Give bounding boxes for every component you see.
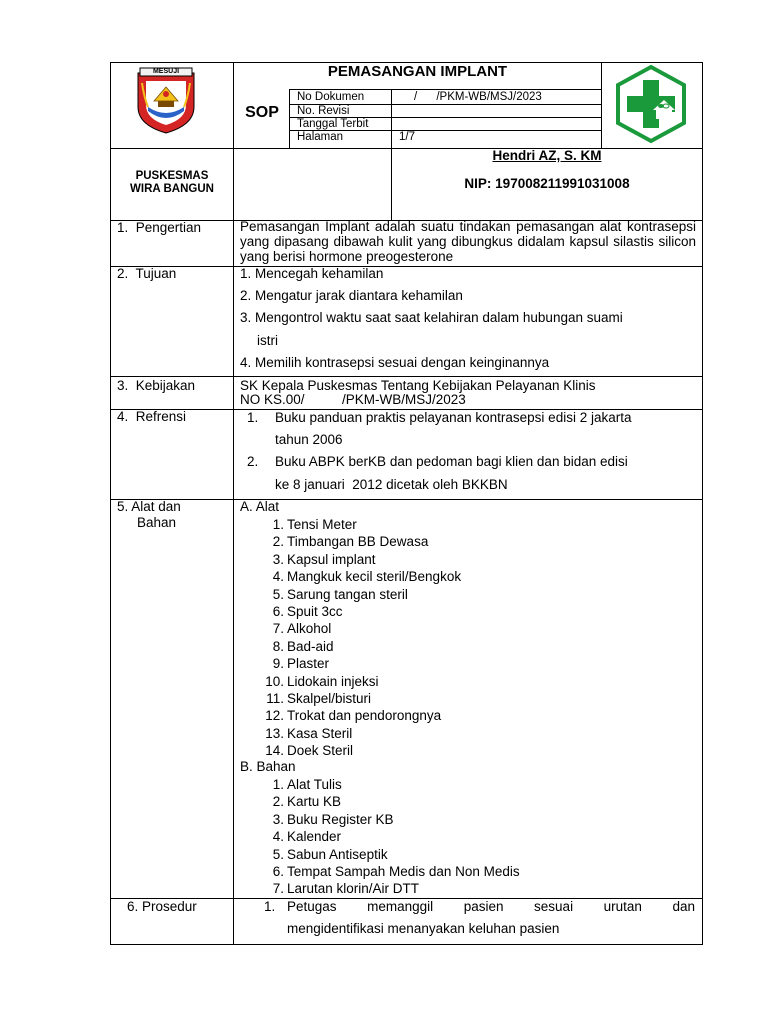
prosedur-line: Petugas memanggil pasien sesuai urutan dan — [287, 899, 695, 914]
org-name-line2: WIRA BANGUN — [130, 183, 214, 195]
alat-item: Kapsul implant — [287, 551, 376, 567]
refrensi-line: Buku panduan praktis pelayanan kontrasepsi edisi 2 jakarta — [275, 410, 632, 425]
regency-shield-icon — [134, 67, 198, 135]
alat-item-number: 8. — [272, 638, 284, 654]
meta-value-halaman: 1/7 — [399, 131, 415, 143]
refrensi-line: Buku ABPK berKB dan pedoman bagi klien dan bidan edisi — [275, 454, 628, 469]
document-title: PEMASANGAN IMPLANT — [327, 63, 508, 80]
table-border — [233, 62, 234, 945]
alat-item-number: 6. — [272, 604, 284, 619]
alat-item: Kasa Steril — [287, 725, 353, 741]
alat-item-number: 13. — [265, 725, 284, 741]
refrensi-line: ke 8 januari 2012 dicetak oleh BKKBN — [275, 477, 508, 492]
bahan-item: Sabun Antiseptik — [287, 846, 388, 862]
bahan-item: Kartu KB — [287, 794, 342, 810]
section-label-pengertian: 1. Pengertian — [117, 220, 202, 235]
tujuan-item: istri — [257, 333, 278, 348]
bahan-item: Kalender — [287, 829, 342, 845]
pengertian-text: Pemasangan Implant adalah suatu tindakan pemasangan alat kontrasepsi yang dipasang dibawah kulit yang dibungkus didalam kapsul silastis silicon yang berisi hormone preogesterone — [240, 219, 696, 264]
alat-item: Mangkuk kecil steril/Bengkok — [287, 569, 462, 585]
alat-item: Timbangan BB Dewasa — [287, 534, 429, 550]
alat-item: Doek Steril — [287, 743, 354, 759]
meta-value-no-dokumen: / /PKM-WB/MSJ/2023 — [414, 91, 542, 103]
bahan-item-number: 5. — [272, 846, 284, 862]
section-label-prosedur: 6. Prosedur — [127, 899, 197, 914]
section-label-alat-bahan: 5. Alat dan — [117, 499, 181, 514]
tujuan-item: 2. Mengatur jarak diantara kehamilan — [240, 288, 463, 303]
bahan-item-number: 7. — [272, 881, 284, 897]
prosedur-number: 1. — [264, 899, 276, 914]
section-label-alat-bahan: Bahan — [137, 515, 177, 530]
bahan-heading: B. Bahan — [240, 759, 296, 774]
refrensi-number: 1. — [247, 410, 259, 425]
alat-item: Plaster — [287, 656, 330, 672]
bahan-item: Alat Tulis — [287, 777, 342, 792]
alat-item-number: 9. — [272, 656, 284, 672]
alat-item-number: 14. — [265, 743, 284, 759]
signer-name: Hendri AZ, S. KM — [492, 148, 602, 163]
logo-text: MESUJI — [152, 68, 180, 75]
sop-label: SOP — [245, 104, 279, 121]
meta-label-halaman: Halaman — [297, 131, 344, 143]
alat-item-number: 11. — [266, 691, 284, 706]
bahan-item: Tempat Sampah Medis dan Non Medis — [287, 864, 520, 879]
tujuan-item: 4. Memilih kontrasepsi sesuai dengan keinginannya — [240, 355, 550, 370]
bahan-item-number: 2. — [272, 794, 284, 810]
table-border — [110, 376, 703, 377]
section-label-refrensi: 4. Refrensi — [117, 409, 187, 424]
puskesmas-logo — [612, 64, 690, 144]
refrensi-line: tahun 2006 — [275, 432, 343, 447]
alat-item: Sarung tangan steril — [287, 586, 408, 602]
section-label-kebijakan: 3. Kebijakan — [117, 378, 196, 393]
alat-item-number: 10. — [265, 673, 284, 689]
bahan-item: Buku Register KB — [287, 811, 394, 827]
alat-heading: A. Alat — [240, 499, 280, 514]
kebijakan-line: SK Kepala Puskesmas Tentang Kebijakan Pelayanan Klinis — [240, 378, 596, 393]
alat-item-number: 7. — [272, 621, 284, 637]
bahan-item-number: 1. — [272, 777, 284, 792]
table-border — [601, 62, 602, 148]
org-name-line1: PUSKESMAS — [135, 170, 209, 182]
alat-item-number: 4. — [272, 569, 284, 585]
bahan-item-number: 3. — [272, 811, 284, 827]
bahan-item: Larutan klorin/Air DTT — [287, 881, 420, 897]
table-border — [289, 89, 602, 90]
puskesmas-cross-icon — [612, 64, 690, 144]
prosedur-line: mengidentifikasi menanyakan keluhan pasien — [287, 921, 560, 936]
tujuan-item: 1. Mencegah kehamilan — [240, 266, 384, 281]
signer-nip: NIP: 197008211991031008 — [464, 176, 630, 191]
alat-item: Spuit 3cc — [287, 604, 343, 619]
alat-item-number: 5. — [272, 586, 284, 602]
alat-item-number: 2. — [272, 534, 284, 550]
regency-logo — [134, 67, 198, 135]
alat-item: Lidokain injeksi — [287, 673, 379, 689]
alat-item-number: 12. — [265, 708, 284, 724]
tujuan-item: 3. Mengontrol waktu saat saat kelahiran dalam hubungan suami — [240, 310, 623, 325]
table-border — [110, 266, 703, 267]
table-border — [110, 499, 703, 500]
alat-item: Tensi Meter — [287, 517, 357, 532]
bahan-item-number: 4. — [272, 829, 284, 845]
alat-item-number: 3. — [272, 551, 284, 567]
bahan-item-number: 6. — [272, 864, 284, 879]
alat-item-number: 1. — [272, 517, 284, 532]
table-border — [289, 89, 290, 148]
meta-label-no-revisi: No. Revisi — [297, 105, 350, 117]
alat-item: Bad-aid — [287, 638, 334, 654]
table-border — [702, 62, 703, 945]
alat-item: Skalpel/bisturi — [287, 691, 372, 706]
alat-item: Trokat dan pendorongnya — [287, 708, 442, 724]
meta-label-tanggal-terbit: Tanggal Terbit — [297, 118, 369, 130]
meta-label-no-dokumen: No Dokumen — [297, 91, 365, 103]
table-border — [110, 944, 703, 945]
alat-item: Alkohol — [287, 621, 332, 637]
kebijakan-line: NO KS.00/ /PKM-WB/MSJ/2023 — [240, 392, 466, 407]
section-label-tujuan: 2. Tujuan — [117, 266, 177, 281]
refrensi-number: 2. — [247, 454, 259, 469]
